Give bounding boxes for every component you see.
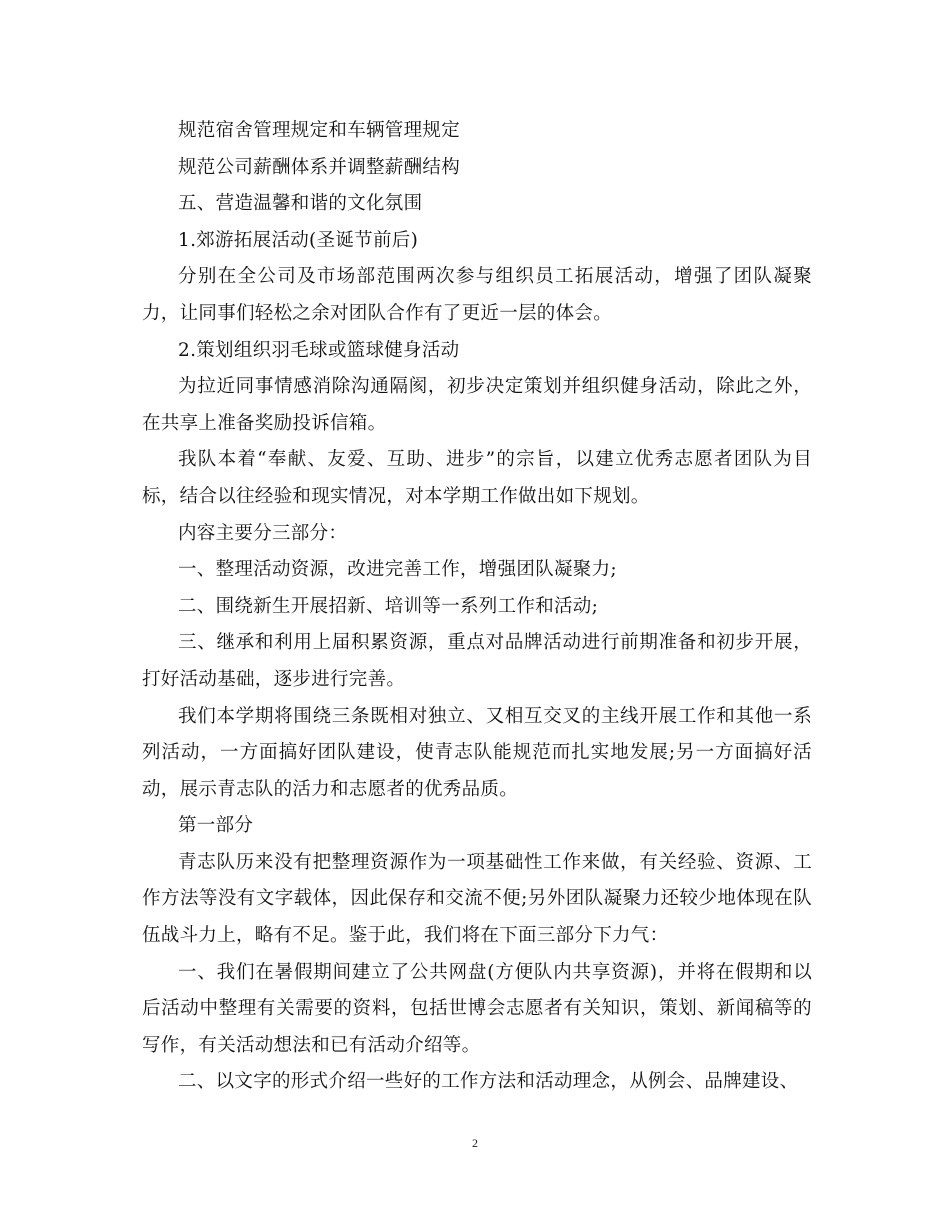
paragraph: 内容主要分三部分： bbox=[178, 522, 348, 544]
paragraph: 规范宿舍管理规定和车辆管理规定 bbox=[178, 120, 461, 141]
subsection-heading: 2.策划组织羽毛球或篮球健身活动 bbox=[178, 339, 460, 361]
paragraph: 我们本学期将围绕三条既相对独立、又相互交叉的主线开展工作和其他一系列活动，一方面搞好团队建设，使青志队能规范而扎实地发展;另一方面搞好活动，展示青志队的活力和志愿者的优秀品质。 bbox=[142, 705, 812, 800]
paragraph: 分别在全公司及市场部范围两次参与组织员工拓展活动，增强了团队凝聚力，让同事们轻松之余对团队合作有了更近一层的体会。 bbox=[142, 266, 812, 324]
subsection-heading: 1.郊游拓展活动(圣诞节前后) bbox=[178, 229, 419, 251]
paragraph: 青志队历来没有把整理资源作为一项基础性工作来做，有关经验、资源、工作方法等没有文字载体，因此保存和交流不便;另外团队凝聚力还较少地体现在队伍战斗力上，略有不足。鉴于此，我们将在下面三部分下力气： bbox=[142, 851, 812, 947]
list-item: 一、我们在暑假期间建立了公共网盘(方便队内共享资源)，并将在假期和以后活动中整理有关需要的资料，包括世博会志愿者有关知识，策划、新闻稿等的写作，有关活动想法和已有活动介绍等。 bbox=[142, 961, 812, 1056]
section-heading: 第一部分 bbox=[178, 815, 254, 837]
list-item: 二、以文字的形式介绍一些好的工作方法和活动理念，从例会、品牌建设、 bbox=[178, 1071, 799, 1093]
document-body bbox=[142, 113, 812, 1101]
paragraph: 为拉近同事情感消除沟通隔阂，初步决定策划并组织健身活动，除此之外，在共享上准备奖励投诉信箱。 bbox=[142, 376, 812, 434]
page-number: 2 bbox=[472, 1136, 478, 1150]
list-item: 一、整理活动资源，改进完善工作，增强团队凝聚力; bbox=[178, 559, 617, 581]
paragraph: 我队本着“奉献、友爱、互助、进步”的宗旨，以建立优秀志愿者团队为目标，结合以往经验和现实情况，对本学期工作做出如下规划。 bbox=[142, 449, 812, 507]
section-heading: 五、营造温馨和谐的文化氛围 bbox=[178, 193, 423, 215]
list-item: 二、围绕新生开展招新、培训等一系列工作和活动; bbox=[178, 595, 599, 617]
list-item: 三、继承和利用上届积累资源，重点对品牌活动进行前期准备和初步开展，打好活动基础，逐步进行完善。 bbox=[142, 632, 812, 690]
paragraph: 规范公司薪酬体系并调整薪酬结构 bbox=[178, 156, 461, 178]
